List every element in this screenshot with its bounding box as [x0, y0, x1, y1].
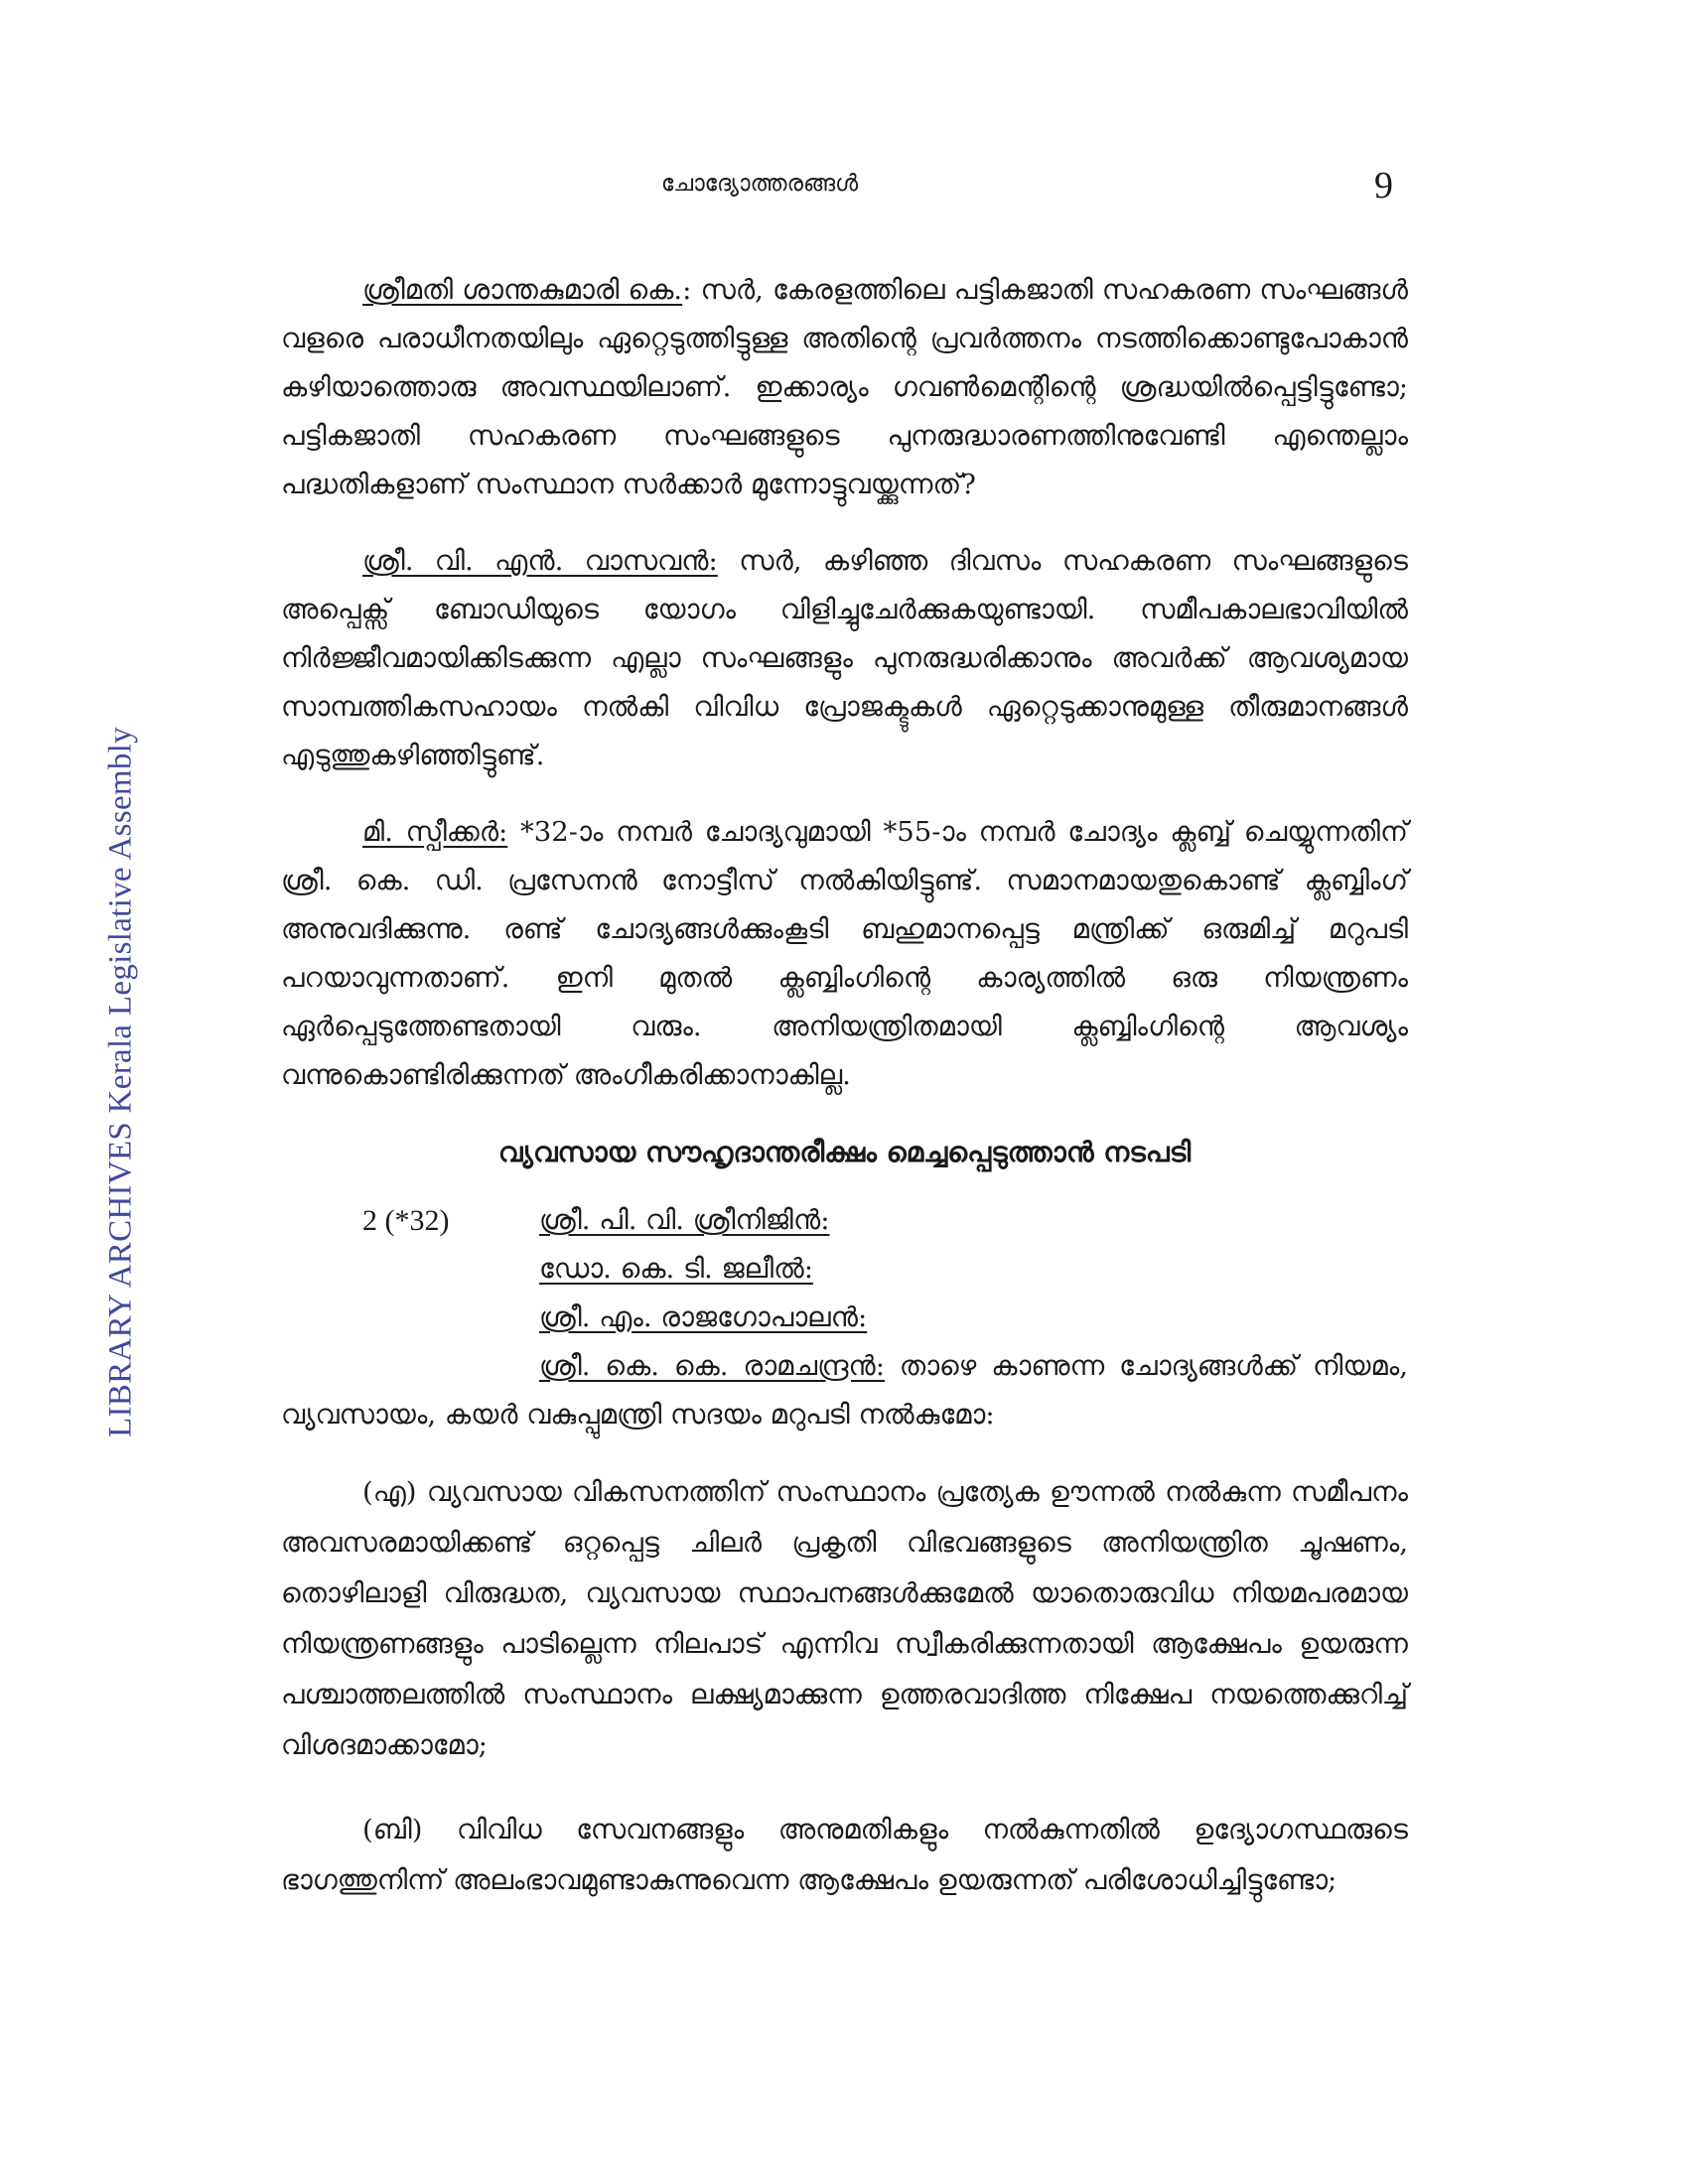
- paragraph-shanthakumari: [281, 266, 1408, 509]
- paragraph-vasavan: [281, 537, 1408, 780]
- page-body: [281, 266, 1408, 1940]
- question-intro-text: താഴെ കാണുന്ന ചോദ്യങ്ങൾക്ക് നിയമം, വ്യവസായം, കയർ വകുപ്പുമന്ത്രി സദയം മറുപടി നൽകുമോ:: [281, 1350, 1408, 1431]
- paragraph-text: *32-ാം നമ്പർ ചോദ്യവുമായി *55-ാം നമ്പർ ചോദ്യം ക്ലബ്ബ് ചെയ്യുന്നതിന് ശ്രീ. കെ. ഡി. പ്രസേനൻ നോട്ടീസ് നൽകിയിട്ടുണ്ട്. സമാനമായതുകൊണ്ട് ക്ലബ്ബിംഗ് അനുവദിക്കുന്നു. രണ്ട് ചോദ്യങ്ങൾക്കുംകൂടി ബഹുമാനപ്പെട്ട മന്ത്രിക്ക് ഒരുമിച്ച് മറുപടി പറയാവുന്നതാണ്. ഇനി മുതൽ ക്ലബ്ബിംഗിന്റെ കാര്യത്തിൽ ഒരു നിയന്ത്രണം ഏർപ്പെടുത്തേണ്ടതായി വരും. അനിയന്ത്രിതമായി ക്ലബ്ബിംഗിന്റെ ആവശ്യം വന്നുകൊണ്ടിരിക്കുന്നത് അംഗീകരിക്കാനാകില്ല.: [281, 816, 1408, 1091]
- question-block: [281, 1196, 1408, 1439]
- sub-question-a: (എ) വ്യവസായ വികസനത്തിന് സംസ്ഥാനം പ്രത്യേക ഊന്നൽ നൽകുന്ന സമീപനം അവസരമായിക്കണ്ട് ഒറ്റപ്പെട്ട ചിലർ പ്രകൃതി വിഭവങ്ങളുടെ അനിയന്ത്രിത ചൂഷണം, തൊഴിലാളി വിരുദ്ധത, വ്യവസായ സ്ഥാപനങ്ങൾക്കുമേൽ യാതൊരുവിധ നിയമപരമായ നിയന്ത്രണങ്ങളും പാടില്ലെന്ന നിലപാട് എന്നിവ സ്വീകരിക്കുന്നതായി ആക്ഷേപം ഉയരുന്ന പശ്ചാത്തലത്തിൽ സംസ്ഥാനം ലക്ഷ്യമാക്കുന്ന ഉത്തരവാദിത്ത നിക്ഷേപ നയത്തെക്കുറിച്ച് വിശദമാക്കാമോ;: [281, 1476, 1408, 1761]
- question-member: [539, 1245, 1408, 1294]
- paragraph-speaker: [281, 808, 1408, 1100]
- question-intro: [281, 1342, 1408, 1439]
- member-name: ശ്രീ. കെ. കെ. രാമചന്ദ്രൻ:: [539, 1350, 885, 1382]
- page-number: 9: [1374, 165, 1393, 206]
- paragraph-text: : സർ, കേരളത്തിലെ പട്ടികജാതി സഹകരണ സംഘങ്ങൾ വളരെ പരാധീനതയിലും ഏറ്റെടുത്തിട്ടുള്ള അതിന്റെ പ്രവർത്തനം നടത്തിക്കൊണ്ടുപോകാൻ കഴിയാത്തൊരു അവസ്ഥയിലാണ്. ഇക്കാര്യം ഗവൺമെന്റിന്റെ ശ്രദ്ധയിൽപ്പെട്ടിട്ടുണ്ടോ; പട്ടികജാതി സഹകരണ സംഘങ്ങളുടെ പുനരുദ്ധാരണത്തിനുവേണ്ടി എന്തെല്ലാം പദ്ധതികളാണ് സംസ്ഥാന സർക്കാർ മുന്നോട്ടുവയ്ക്കുന്നത്?: [281, 274, 1408, 500]
- question-member: [539, 1294, 1408, 1342]
- speaker-name: മി. സ്പീക്കർ:: [362, 816, 508, 848]
- section-heading: വ്യവസായ സൗഹൃദാന്തരീക്ഷം മെച്ചപ്പെടുത്താൻ നടപടി: [497, 1136, 1192, 1168]
- member-name: ഡോ. കെ. ടി. ജലീൽ:: [539, 1253, 814, 1285]
- member-name: ശ്രീ. എം. രാജഗോപാലൻ:: [539, 1301, 868, 1333]
- question-number: 2 (*32): [362, 1204, 450, 1237]
- paragraph-text: സർ, കഴിഞ്ഞ ദിവസം സഹകരണ സംഘങ്ങളുടെ അപ്പെക്സ് ബോഡിയുടെ യോഗം വിളിച്ചുചേർക്കുകയുണ്ടായി. സമീപകാലഭാവിയിൽ നിർജ്ജീവമായിക്കിടക്കുന്ന എല്ലാ സംഘങ്ങളും പുനരുദ്ധരിക്കാനും അവർക്ക് ആവശ്യമായ സാമ്പത്തികസഹായം നൽകി വിവിധ പ്രോജക്ടുകൾ ഏറ്റെടുക്കാനുമുള്ള തീരുമാനങ്ങൾ എടുത്തുകഴിഞ്ഞിട്ടുണ്ട്.: [281, 545, 1408, 771]
- question-member: [539, 1196, 1408, 1245]
- sub-question-b: (ബി) വിവിധ സേവനങ്ങളും അനുമതികളും നൽകുന്നതിൽ ഉദ്യോഗസ്ഥരുടെ ഭാഗത്തുനിന്ന് അലംഭാവമുണ്ടാകുന്നുവെന്ന ആക്ഷേപം ഉയരുന്നത് പരിശോധിച്ചിട്ടുണ്ടോ;: [281, 1814, 1408, 1896]
- speaker-name: ശ്രീമതി ശാന്തകുമാരി കെ.: [362, 274, 683, 306]
- speaker-name: ശ്രീ. വി. എൻ. വാസവൻ:: [362, 545, 718, 577]
- member-name: ശ്രീ. പി. വി. ശ്രീനിജിൻ:: [539, 1204, 830, 1236]
- running-title: ചോദ്യോത്തരങ്ങൾ: [660, 171, 859, 197]
- archive-watermark: LIBRARY ARCHIVES Kerala Legislative Assembly: [102, 727, 139, 1437]
